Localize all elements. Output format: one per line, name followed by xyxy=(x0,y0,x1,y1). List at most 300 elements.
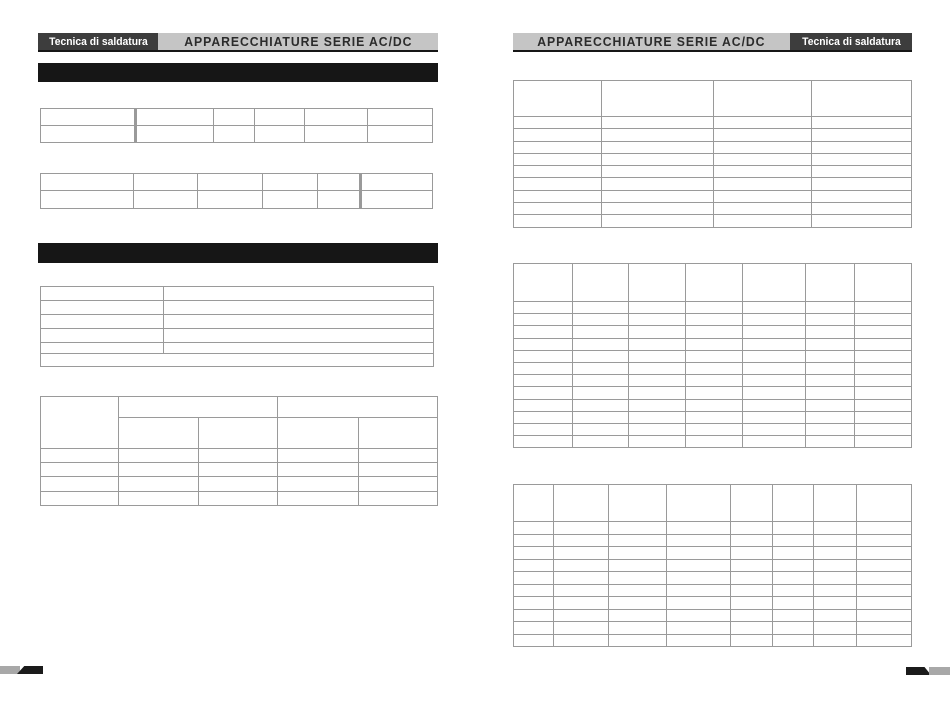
table-cell xyxy=(743,423,806,435)
table-cell xyxy=(686,302,743,314)
table-cell xyxy=(554,559,609,572)
table-cell xyxy=(305,126,368,143)
table-cell xyxy=(602,141,714,153)
table-cell xyxy=(667,547,731,560)
table-cell xyxy=(514,362,573,374)
table-cell xyxy=(554,522,609,535)
table-cell xyxy=(686,436,743,448)
table-cell xyxy=(359,463,438,477)
table-cell xyxy=(514,584,554,597)
table-cell xyxy=(855,436,912,448)
table-cell xyxy=(214,126,255,143)
table-cell xyxy=(667,522,731,535)
table-cell xyxy=(667,559,731,572)
right-title-bar xyxy=(513,33,790,50)
table-cell xyxy=(368,109,433,126)
table-cell xyxy=(773,634,814,647)
table-cell xyxy=(41,287,164,301)
table-cell xyxy=(855,264,912,302)
table-cell xyxy=(573,375,629,387)
left-section-tab-label: Tecnica di saldatura xyxy=(48,35,148,48)
table-cell xyxy=(199,418,278,449)
table-cell xyxy=(609,522,667,535)
table-cell xyxy=(41,315,164,329)
table-cell xyxy=(514,399,573,411)
table-cell xyxy=(806,326,855,338)
table-cell xyxy=(806,411,855,423)
table-cell xyxy=(773,609,814,622)
table-cell xyxy=(164,315,434,329)
table-cell xyxy=(629,362,686,374)
table-cell xyxy=(514,129,602,141)
table-cell xyxy=(199,449,278,463)
page-corner-mark-left-gray xyxy=(0,666,20,674)
table-cell xyxy=(514,622,554,635)
table-cell xyxy=(857,609,912,622)
table-cell xyxy=(278,449,359,463)
table-cell xyxy=(714,203,812,215)
table-cell xyxy=(714,178,812,190)
table-cell xyxy=(686,387,743,399)
table-cell xyxy=(573,264,629,302)
left-table-matrix xyxy=(40,396,438,506)
table-cell xyxy=(629,411,686,423)
table-cell xyxy=(255,126,305,143)
table-cell xyxy=(731,522,773,535)
table-cell xyxy=(278,492,359,506)
table-cell xyxy=(514,609,554,622)
table-cell xyxy=(573,387,629,399)
right-section-tab-label: Tecnica di saldatura xyxy=(801,35,901,48)
table-cell xyxy=(667,584,731,597)
table-cell xyxy=(514,547,554,560)
table-cell xyxy=(41,343,164,354)
table-cell xyxy=(731,572,773,585)
table-cell xyxy=(731,597,773,610)
table-cell xyxy=(134,191,198,209)
table-cell xyxy=(514,387,573,399)
right-table-3 xyxy=(513,484,912,647)
table-cell xyxy=(667,597,731,610)
table-cell xyxy=(667,485,731,522)
table-cell xyxy=(573,350,629,362)
table-cell xyxy=(814,597,857,610)
page-corner-mark-right-black xyxy=(906,667,931,675)
left-section-bar-1 xyxy=(38,63,438,82)
table-cell xyxy=(198,191,263,209)
left-table-specs-bottom xyxy=(40,173,433,209)
table-cell xyxy=(814,634,857,647)
table-cell xyxy=(318,174,361,191)
table-cell xyxy=(359,449,438,463)
table-cell xyxy=(814,522,857,535)
right-page-header xyxy=(513,33,912,52)
table-cell xyxy=(814,584,857,597)
table-cell xyxy=(806,264,855,302)
table-cell xyxy=(255,109,305,126)
table-cell xyxy=(714,153,812,165)
table-cell xyxy=(318,191,361,209)
table-cell xyxy=(361,174,433,191)
table-cell xyxy=(857,547,912,560)
table-cell xyxy=(573,411,629,423)
table-cell xyxy=(514,375,573,387)
table-cell xyxy=(743,338,806,350)
table-cell xyxy=(686,314,743,326)
table-cell xyxy=(714,141,812,153)
left-section-bar-2 xyxy=(38,243,438,263)
table-cell xyxy=(41,301,164,315)
right-page-title: APPARECCHIATURE SERIE AC/DC xyxy=(537,34,766,49)
table-cell xyxy=(554,584,609,597)
table-cell xyxy=(773,547,814,560)
table-cell xyxy=(136,109,214,126)
table-cell xyxy=(714,190,812,202)
table-cell xyxy=(806,423,855,435)
table-cell xyxy=(855,314,912,326)
table-cell xyxy=(773,584,814,597)
left-section-tab xyxy=(38,33,158,50)
table-cell xyxy=(609,559,667,572)
table-cell xyxy=(164,287,434,301)
table-cell xyxy=(263,174,318,191)
table-cell xyxy=(857,597,912,610)
table-cell xyxy=(773,522,814,535)
table-cell xyxy=(609,622,667,635)
left-page-title: APPARECCHIATURE SERIE AC/DC xyxy=(183,34,413,49)
table-cell xyxy=(714,129,812,141)
table-cell xyxy=(857,572,912,585)
table-cell xyxy=(199,463,278,477)
table-cell xyxy=(855,375,912,387)
table-cell xyxy=(573,326,629,338)
table-cell xyxy=(305,109,368,126)
table-cell xyxy=(119,477,199,492)
table-cell xyxy=(199,492,278,506)
table-cell xyxy=(514,264,573,302)
table-cell xyxy=(602,153,714,165)
table-cell xyxy=(41,492,119,506)
table-cell xyxy=(573,338,629,350)
table-cell xyxy=(806,302,855,314)
table-cell xyxy=(514,411,573,423)
table-cell xyxy=(686,350,743,362)
table-cell xyxy=(368,126,433,143)
table-cell xyxy=(743,387,806,399)
table-cell xyxy=(609,547,667,560)
right-table-1 xyxy=(513,80,912,228)
table-cell xyxy=(602,81,714,117)
table-cell xyxy=(855,338,912,350)
table-cell xyxy=(41,329,164,343)
table-cell xyxy=(629,326,686,338)
table-cell xyxy=(686,264,743,302)
table-cell xyxy=(814,534,857,547)
table-cell xyxy=(773,485,814,522)
table-cell xyxy=(278,463,359,477)
table-cell xyxy=(554,572,609,585)
table-cell xyxy=(806,362,855,374)
table-cell xyxy=(198,174,263,191)
table-cell xyxy=(554,609,609,622)
table-cell xyxy=(514,436,573,448)
table-cell xyxy=(667,634,731,647)
left-title-bar xyxy=(158,33,438,50)
left-table-details xyxy=(40,286,434,367)
table-cell xyxy=(609,534,667,547)
table-cell xyxy=(199,477,278,492)
table-cell xyxy=(743,411,806,423)
table-cell xyxy=(731,485,773,522)
table-cell xyxy=(514,559,554,572)
table-cell xyxy=(629,338,686,350)
table-cell xyxy=(602,178,714,190)
table-cell xyxy=(41,126,136,143)
table-cell xyxy=(855,399,912,411)
table-cell xyxy=(806,338,855,350)
table-cell xyxy=(554,634,609,647)
table-cell xyxy=(41,397,119,449)
table-cell xyxy=(609,572,667,585)
table-cell xyxy=(806,399,855,411)
table-cell xyxy=(731,609,773,622)
table-cell xyxy=(743,350,806,362)
table-cell xyxy=(573,302,629,314)
table-cell xyxy=(773,622,814,635)
table-cell xyxy=(164,343,434,354)
table-cell xyxy=(855,411,912,423)
table-cell xyxy=(514,215,602,227)
table-cell xyxy=(812,153,912,165)
table-cell xyxy=(667,609,731,622)
table-cell xyxy=(686,338,743,350)
table-cell xyxy=(731,634,773,647)
right-section-tab xyxy=(790,33,912,50)
table-cell xyxy=(667,622,731,635)
table-cell xyxy=(806,375,855,387)
table-cell xyxy=(629,302,686,314)
table-cell xyxy=(514,338,573,350)
table-cell xyxy=(514,117,602,129)
table-cell xyxy=(514,314,573,326)
left-page-header xyxy=(38,33,438,52)
table-cell xyxy=(714,166,812,178)
table-cell xyxy=(514,190,602,202)
table-cell xyxy=(361,191,433,209)
table-cell xyxy=(667,534,731,547)
table-cell xyxy=(855,350,912,362)
table-cell xyxy=(855,362,912,374)
table-cell xyxy=(686,399,743,411)
table-cell xyxy=(41,109,136,126)
table-cell xyxy=(602,190,714,202)
table-cell xyxy=(814,609,857,622)
table-cell xyxy=(278,397,438,418)
table-cell xyxy=(857,534,912,547)
table-cell xyxy=(514,534,554,547)
table-cell xyxy=(263,191,318,209)
table-cell xyxy=(773,597,814,610)
page-corner-mark-left-black xyxy=(17,666,43,674)
table-cell xyxy=(812,166,912,178)
table-cell xyxy=(773,559,814,572)
table-cell xyxy=(773,572,814,585)
table-cell xyxy=(119,397,278,418)
table-cell xyxy=(359,477,438,492)
table-cell xyxy=(41,354,434,367)
table-cell xyxy=(136,126,214,143)
table-cell xyxy=(359,492,438,506)
left-table-specs-top xyxy=(40,108,433,143)
table-cell xyxy=(814,559,857,572)
table-cell xyxy=(731,559,773,572)
table-cell xyxy=(609,634,667,647)
table-cell xyxy=(629,264,686,302)
table-cell xyxy=(731,622,773,635)
table-cell xyxy=(573,436,629,448)
table-cell xyxy=(554,622,609,635)
table-cell xyxy=(814,622,857,635)
table-cell xyxy=(812,215,912,227)
table-cell xyxy=(514,203,602,215)
table-cell xyxy=(629,350,686,362)
table-cell xyxy=(554,485,609,522)
table-cell xyxy=(806,314,855,326)
table-cell xyxy=(812,190,912,202)
table-cell xyxy=(629,375,686,387)
table-cell xyxy=(857,485,912,522)
table-cell xyxy=(602,203,714,215)
table-cell xyxy=(514,302,573,314)
table-cell xyxy=(41,449,119,463)
table-cell xyxy=(514,350,573,362)
table-cell xyxy=(119,492,199,506)
table-cell xyxy=(686,362,743,374)
table-cell xyxy=(714,81,812,117)
table-cell xyxy=(119,449,199,463)
table-cell xyxy=(855,326,912,338)
table-cell xyxy=(857,584,912,597)
table-cell xyxy=(629,387,686,399)
table-cell xyxy=(609,485,667,522)
table-cell xyxy=(278,418,359,449)
table-cell xyxy=(514,485,554,522)
table-cell xyxy=(812,141,912,153)
table-cell xyxy=(714,215,812,227)
table-cell xyxy=(857,559,912,572)
table-cell xyxy=(573,362,629,374)
table-cell xyxy=(134,174,198,191)
table-cell xyxy=(514,178,602,190)
table-cell xyxy=(731,547,773,560)
table-cell xyxy=(514,141,602,153)
table-cell xyxy=(554,534,609,547)
table-cell xyxy=(514,153,602,165)
table-cell xyxy=(514,81,602,117)
table-cell xyxy=(119,463,199,477)
table-cell xyxy=(609,609,667,622)
table-cell xyxy=(41,174,134,191)
table-cell xyxy=(629,399,686,411)
table-cell xyxy=(743,326,806,338)
table-cell xyxy=(743,436,806,448)
table-cell xyxy=(686,411,743,423)
table-cell xyxy=(214,109,255,126)
table-cell xyxy=(773,534,814,547)
table-cell xyxy=(806,436,855,448)
table-cell xyxy=(714,117,812,129)
table-cell xyxy=(514,634,554,647)
right-table-2 xyxy=(513,263,912,448)
table-cell xyxy=(554,547,609,560)
table-cell xyxy=(855,387,912,399)
table-cell xyxy=(686,326,743,338)
table-cell xyxy=(514,522,554,535)
table-cell xyxy=(41,191,134,209)
table-cell xyxy=(278,477,359,492)
table-cell xyxy=(514,597,554,610)
table-cell xyxy=(855,302,912,314)
table-cell xyxy=(119,418,199,449)
table-cell xyxy=(857,522,912,535)
table-cell xyxy=(743,399,806,411)
table-cell xyxy=(743,314,806,326)
table-cell xyxy=(806,350,855,362)
table-cell xyxy=(806,387,855,399)
table-cell xyxy=(602,129,714,141)
table-cell xyxy=(609,597,667,610)
table-cell xyxy=(855,423,912,435)
table-cell xyxy=(514,326,573,338)
table-cell xyxy=(743,375,806,387)
table-cell xyxy=(812,203,912,215)
table-cell xyxy=(814,485,857,522)
table-cell xyxy=(857,634,912,647)
table-cell xyxy=(602,166,714,178)
table-cell xyxy=(514,572,554,585)
table-cell xyxy=(743,362,806,374)
table-cell xyxy=(731,584,773,597)
table-cell xyxy=(812,178,912,190)
table-cell xyxy=(814,547,857,560)
table-cell xyxy=(812,129,912,141)
table-cell xyxy=(602,215,714,227)
table-cell xyxy=(164,301,434,315)
table-cell xyxy=(41,463,119,477)
table-cell xyxy=(573,399,629,411)
table-cell xyxy=(359,418,438,449)
page-corner-mark-right-gray xyxy=(929,667,950,675)
table-cell xyxy=(686,423,743,435)
table-cell xyxy=(812,81,912,117)
table-cell xyxy=(629,436,686,448)
table-cell xyxy=(743,302,806,314)
table-cell xyxy=(573,423,629,435)
table-cell xyxy=(743,264,806,302)
table-cell xyxy=(667,572,731,585)
table-cell xyxy=(41,477,119,492)
table-cell xyxy=(812,117,912,129)
table-cell xyxy=(731,534,773,547)
table-cell xyxy=(857,622,912,635)
table-cell xyxy=(514,166,602,178)
table-cell xyxy=(686,375,743,387)
table-cell xyxy=(514,423,573,435)
table-cell xyxy=(573,314,629,326)
table-cell xyxy=(554,597,609,610)
table-cell xyxy=(164,329,434,343)
table-cell xyxy=(602,117,714,129)
